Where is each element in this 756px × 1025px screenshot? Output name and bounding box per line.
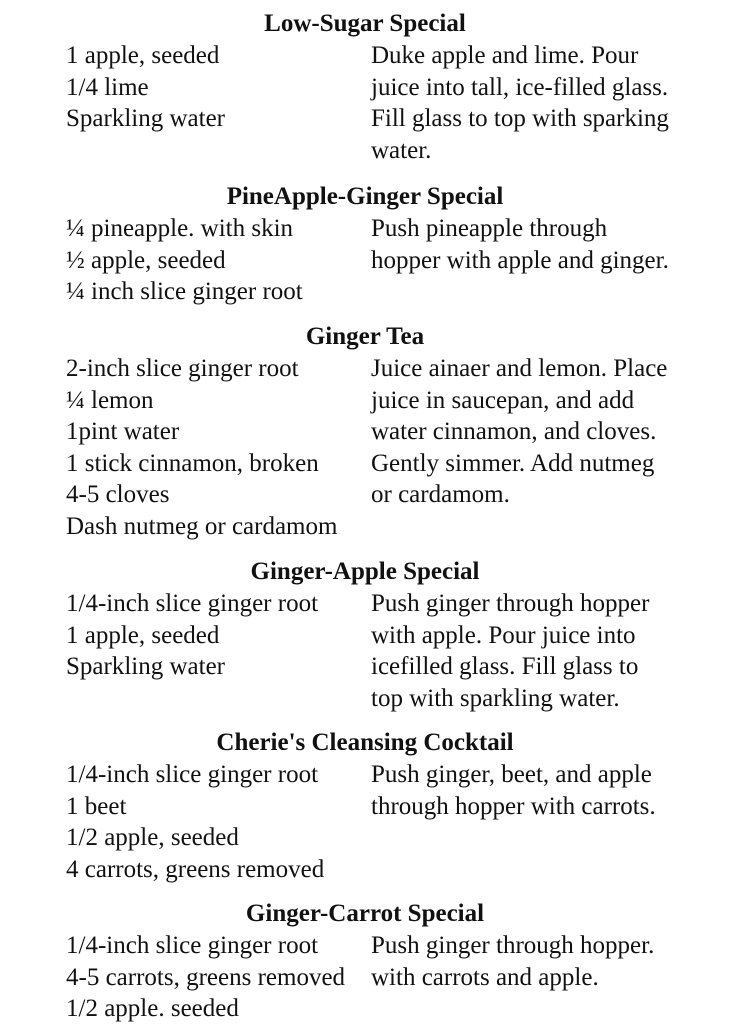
ingredient-item: 1/4-inch slice ginger root	[66, 590, 319, 617]
ingredient-item: ¼ inch slice ginger root	[66, 278, 303, 305]
ingredient-item: 1/2 apple, seeded	[66, 824, 239, 851]
ingredient-item: 1pint water	[66, 418, 180, 445]
directions-line: juice in saucepan, and add	[371, 386, 635, 414]
ingredient-list	[66, 759, 324, 885]
directions-text	[371, 759, 716, 822]
directions-line: Juice ainaer and lemon. Place	[371, 355, 668, 382]
ingredient-item: ½ apple, seeded	[66, 246, 226, 274]
recipe-title: PineApple-Ginger Special	[226, 183, 504, 210]
directions-line: top with sparkling water.	[371, 684, 620, 712]
recipe-title: Ginger-Carrot Special	[245, 900, 485, 927]
ingredient-list	[66, 353, 337, 542]
directions-text	[371, 930, 716, 993]
directions-line: juice into tall, ice-filled glass.	[371, 73, 669, 101]
directions-line: Push ginger through hopper	[371, 590, 650, 617]
directions-line: with apple. Pour juice into	[371, 621, 636, 649]
recipe-title: Ginger-Apple Special	[250, 558, 480, 585]
ingredient-item: ¼ pineapple. with skin	[66, 215, 294, 242]
ingredient-item: 1/4-inch slice ginger root	[66, 932, 319, 959]
ingredient-item: 1/2 apple. seeded	[66, 995, 239, 1022]
ingredient-item: Sparkling water	[66, 653, 225, 680]
recipe-title: Ginger Tea	[305, 323, 425, 350]
directions-text	[371, 588, 716, 714]
directions-line: with carrots and apple.	[371, 963, 599, 991]
ingredient-item: ¼ lemon	[66, 386, 154, 414]
directions-line: water.	[371, 136, 432, 164]
directions-line: Fill glass to top with sparking	[371, 105, 669, 132]
directions-line: through hopper with carrots.	[371, 792, 656, 820]
recipe-ginger-carrot-special	[0, 900, 756, 1022]
ingredient-item: 1 apple, seeded	[66, 621, 220, 649]
ingredient-item: 2-inch slice ginger root	[66, 355, 299, 382]
recipe-ginger-tea	[0, 323, 756, 540]
ingredient-item: 4-5 carrots, greens removed	[66, 963, 346, 991]
directions-line: icefilled glass. Fill glass to	[371, 653, 639, 680]
directions-line: or cardamom.	[371, 481, 510, 508]
recipe-pineapple-ginger-special	[0, 183, 756, 305]
directions-line: Push pineapple through	[371, 215, 608, 242]
directions-line: water cinnamon, and cloves.	[371, 418, 657, 445]
directions-line: Push ginger, beet, and apple	[371, 761, 652, 788]
directions-line: Push ginger through hopper.	[371, 932, 655, 959]
directions-line: Duke apple and lime. Pour	[371, 42, 639, 69]
recipe-cheries-cleansing-cocktail	[0, 729, 756, 883]
recipe-title: Cherie's Cleansing Cocktail	[216, 729, 514, 756]
ingredient-list	[66, 588, 318, 683]
ingredient-item: 1 apple, seeded	[66, 42, 220, 69]
ingredient-item: 4-5 cloves	[66, 481, 170, 508]
directions-text	[371, 40, 716, 166]
recipe-ginger-apple-special	[0, 558, 756, 712]
ingredient-list	[66, 930, 345, 1025]
ingredient-item: 1/4-inch slice ginger root	[66, 761, 319, 788]
directions-line: Gently simmer. Add nutmeg	[371, 449, 655, 477]
ingredient-item: Sparkling water	[66, 105, 225, 132]
ingredient-item: 1 beet	[66, 792, 127, 820]
directions-text	[371, 353, 716, 511]
recipe-low-sugar-special	[0, 10, 756, 164]
directions-text	[371, 213, 716, 276]
ingredient-item: Dash nutmeg or cardamom	[66, 512, 338, 540]
ingredient-list	[66, 213, 303, 308]
recipe-title: Low-Sugar Special	[264, 10, 466, 37]
ingredient-list	[66, 40, 225, 135]
ingredient-item: 1 stick cinnamon, broken	[66, 449, 319, 477]
directions-line: hopper with apple and ginger.	[371, 246, 669, 274]
ingredient-item: 1/4 lime	[66, 73, 149, 101]
ingredient-item: 4 carrots, greens removed	[66, 855, 325, 883]
